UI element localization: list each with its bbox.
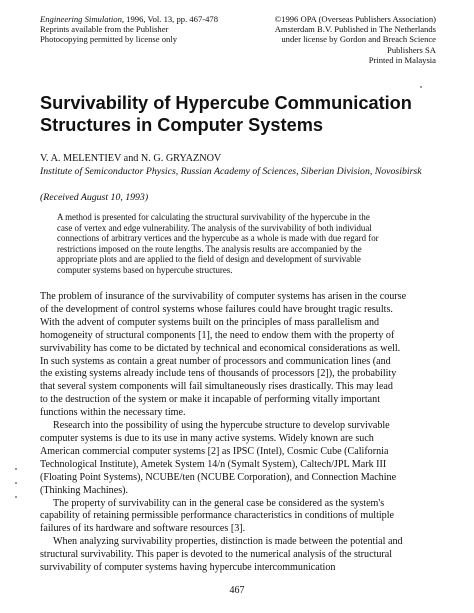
body-line: structural survivability. This paper is devoted to the numerical analysis of the structural [40, 549, 393, 561]
copyright-line: ©1996 OPA (Overseas Publishers Association) [274, 14, 436, 24]
body-line: to the destruction of the system or make it incapable of performing vitally important [40, 394, 381, 406]
body-line: that several system components will fail simultaneously rises drastically. This may lead [40, 381, 393, 393]
body-line: survivability has come to be dictated by technical and economical considerations as well. [40, 342, 401, 354]
body-line: The problem of insurance of the survivability of computer systems has arisen in the course [40, 291, 407, 302]
journal-citation-line: Engineering Simulation, 1996, Vol. 13, pp. 467-478 [40, 14, 219, 24]
body-line: In such systems as contain a great number of processors and communication lines (and [40, 355, 391, 367]
margin-speck [15, 496, 17, 498]
publisher-header [226, 14, 436, 65]
abstract-line: A method is presented for calculating the structural survivability of the hypercube in the [57, 212, 370, 222]
body-line: survivability of computer systems having hypercube intercommunication [40, 562, 336, 574]
body-line: When analyzing survivability properties, distinction is made between the potential and [53, 536, 403, 548]
abstract-line: connections of arbitrary vertices and the hypercube as a whole is made with due regard for [57, 233, 379, 244]
body-text [40, 291, 440, 575]
body-line: capability of retaining permissible performance characteristics in conditions of multiple [40, 510, 395, 522]
title-line: Survivability of Hypercube Communication [40, 93, 412, 113]
license-line: under license by Gordon and Breach Science [281, 34, 436, 45]
page-number: 467 [229, 585, 245, 596]
title-line: Structures in Computer Systems [40, 115, 323, 135]
margin-speck [420, 86, 422, 88]
body-line: With the advent of computer systems built on the principles of mass parallelism and [40, 316, 380, 328]
received-date: (Received August 10, 1993) [40, 192, 149, 203]
publisher-name-line: Publishers SA [387, 44, 436, 55]
body-line: of the development of control systems whose failures could have brought tragic results. [40, 303, 393, 315]
body-line: The property of survivability can in the general case be considered as the system's [53, 497, 385, 509]
body-line: functions within the necessary time. [40, 407, 186, 419]
abstract-line: appropriate plots and are applied to the field of design and development of survivable [57, 254, 361, 265]
reprints-line: Reprints available from the Publisher [40, 24, 169, 35]
body-line: failures of its hardware and software resources [3]. [40, 523, 246, 535]
abstract-line: restrictions imposed on the route lengths. The analysis results are accompanied by the [57, 243, 362, 254]
body-line: American commercial computer systems [2] as IPSC (Intel), Cosmic Cube (California [40, 445, 389, 457]
body-line: Technological Institute), Ametek System 14/n (Symalt System), Caltech/JPL Mark III [40, 458, 387, 470]
margin-speck [15, 482, 17, 484]
publisher-line: Amsterdam B.V. Published in The Netherlands [274, 24, 436, 35]
body-line: the existing systems already include tens of thousands of processors [2]), the probability [40, 368, 397, 380]
paper-title [40, 92, 420, 136]
abstract-line: computer systems based on hypercube structures. [57, 264, 233, 275]
body-line: (Thinking Machines). [40, 484, 129, 496]
affiliation: Institute of Semiconductor Physics, Russian Academy of Sciences, Siberian Division, Novosibirsk [40, 166, 422, 177]
abstract-line: case of vertex and edge vulnerability. The analysis of the survivability of both individual [57, 222, 372, 233]
margin-speck [15, 468, 17, 470]
photocopying-line: Photocopying permitted by license only [40, 34, 178, 45]
body-line: (Floating Point Systems), NCUBE/ten (NCUBE Corporation), and Connection Machine [40, 471, 397, 483]
printed-in-line: Printed in Malaysia [368, 54, 436, 65]
body-line: computer systems is due to its use in many active systems. Widely known are such [40, 432, 374, 444]
journal-citation-header [40, 14, 250, 45]
abstract [57, 212, 437, 276]
body-line: homogeneity of structural components [1], the need to endow them with the property of [40, 329, 395, 341]
body-line: Research into the possibility of using the hypercube structure to develop survivable [53, 420, 390, 432]
authors: V. A. MELENTIEV and N. G. GRYAZNOV [40, 153, 222, 164]
